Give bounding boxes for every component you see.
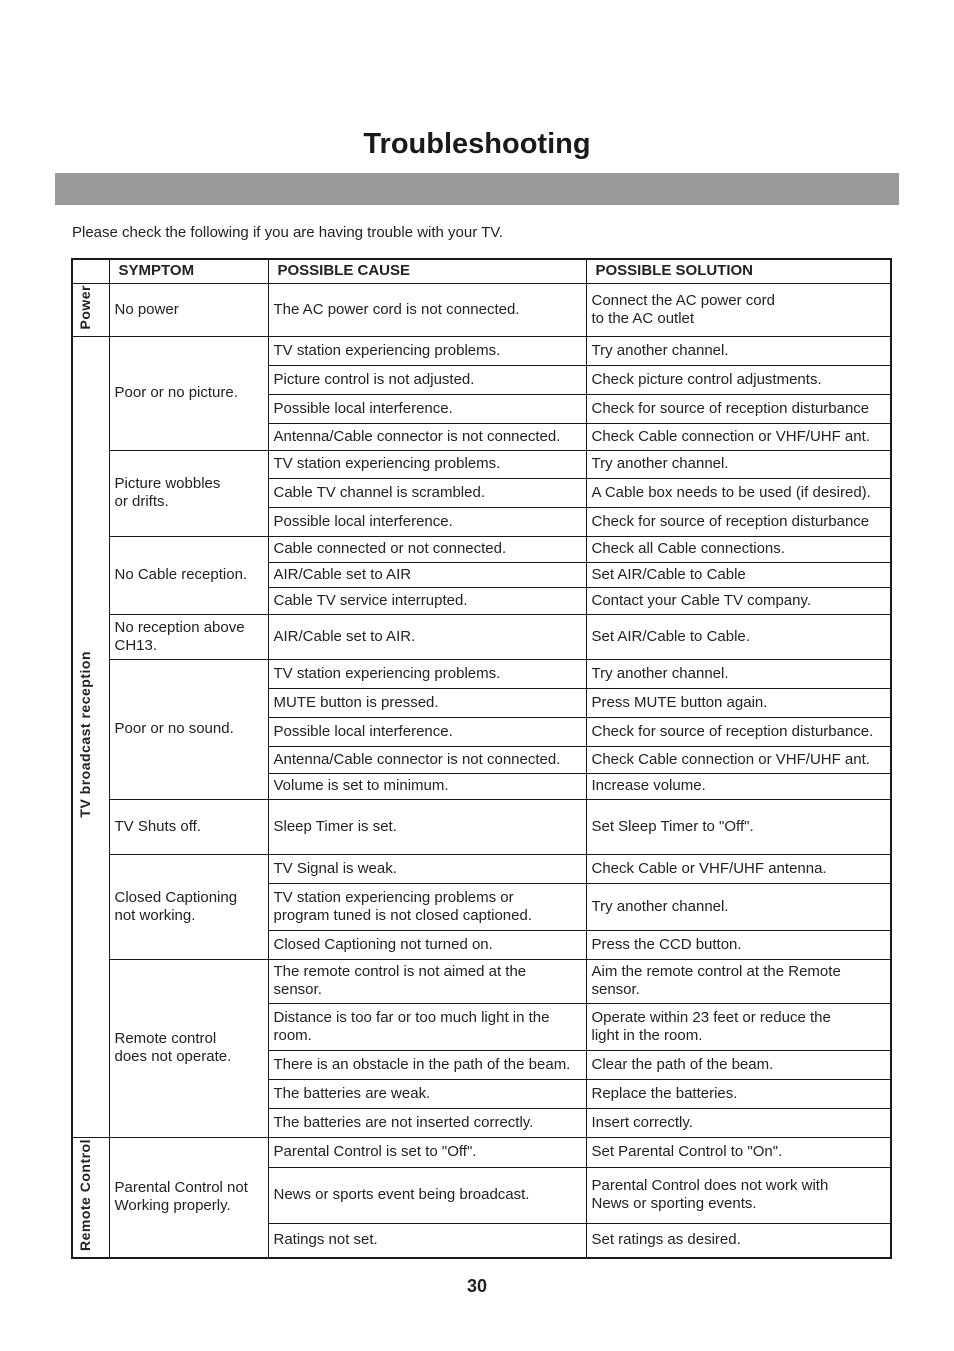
solution-cell: Check Cable or VHF/UHF antenna. xyxy=(586,854,891,883)
table-row xyxy=(72,450,891,478)
solution-cell: Parental Control does not work with News or sporting events. xyxy=(586,1167,891,1224)
category-remote-control xyxy=(72,1137,109,1258)
cause-cell: AIR/Cable set to AIR. xyxy=(268,614,586,659)
solution-cell: Set Parental Control to "On". xyxy=(586,1137,891,1167)
solution-cell: Clear the path of the beam. xyxy=(586,1050,891,1079)
solution-cell: Replace the batteries. xyxy=(586,1079,891,1108)
solution-cell: Set AIR/Cable to Cable. xyxy=(586,614,891,659)
symptom-cell: Picture wobbles or drifts. xyxy=(109,450,268,536)
solution-cell: Check picture control adjustments. xyxy=(586,365,891,394)
symptom-cell: No power xyxy=(109,283,268,336)
cause-cell: Possible local interference. xyxy=(268,394,586,423)
cause-cell: News or sports event being broadcast. xyxy=(268,1167,586,1224)
cause-cell: AIR/Cable set to AIR xyxy=(268,562,586,587)
header-solution: POSSIBLE SOLUTION xyxy=(586,259,891,283)
table-row xyxy=(72,336,891,365)
cause-cell: Cable TV channel is scrambled. xyxy=(268,478,586,507)
cause-cell: The AC power cord is not connected. xyxy=(268,283,586,336)
header-blank-cell xyxy=(72,259,109,283)
solution-cell: Set ratings as desired. xyxy=(586,1224,891,1258)
cause-cell: Picture control is not adjusted. xyxy=(268,365,586,394)
header-row xyxy=(72,259,891,283)
troubleshooting-table xyxy=(71,258,892,1259)
cause-cell: Antenna/Cable connector is not connected. xyxy=(268,746,586,773)
category-label: TV broadcast reception xyxy=(77,650,93,818)
solution-cell: Try another channel. xyxy=(586,659,891,688)
table-row xyxy=(72,614,891,659)
solution-cell: Check for source of reception disturbance xyxy=(586,507,891,536)
solution-cell: Check Cable connection or VHF/UHF ant. xyxy=(586,746,891,773)
solution-cell: Try another channel. xyxy=(586,883,891,930)
category-label: Remote Control xyxy=(77,1138,93,1251)
cause-cell: There is an obstacle in the path of the beam. xyxy=(268,1050,586,1079)
intro-text: Please check the following if you are having trouble with your TV. xyxy=(72,224,504,241)
cause-cell: Antenna/Cable connector is not connected. xyxy=(268,423,586,450)
solution-cell: Contact your Cable TV company. xyxy=(586,587,891,614)
cause-cell: The remote control is not aimed at the sensor. xyxy=(268,959,586,1003)
category-power xyxy=(72,283,109,336)
symptom-cell: No Cable reception. xyxy=(109,536,268,614)
solution-cell: Set Sleep Timer to "Off". xyxy=(586,799,891,854)
category-tv-broadcast-reception xyxy=(72,336,109,1137)
solution-cell: Press the CCD button. xyxy=(586,930,891,959)
solution-cell: A Cable box needs to be used (if desired). xyxy=(586,478,891,507)
cause-cell: TV station experiencing problems or program tuned is not closed captioned. xyxy=(268,883,586,930)
header-symptom: SYMPTOM xyxy=(109,259,268,283)
solution-cell: Try another channel. xyxy=(586,336,891,365)
solution-cell: Aim the remote control at the Remote sensor. xyxy=(586,959,891,1003)
table-row xyxy=(72,959,891,1003)
title-divider-bar xyxy=(55,173,899,205)
solution-cell: Operate within 23 feet or reduce the light in the room. xyxy=(586,1003,891,1050)
cause-cell: MUTE button is pressed. xyxy=(268,688,586,717)
table-row xyxy=(72,1137,891,1167)
solution-cell: Increase volume. xyxy=(586,773,891,799)
table-row xyxy=(72,659,891,688)
solution-cell: Check all Cable connections. xyxy=(586,536,891,562)
cause-cell: The batteries are weak. xyxy=(268,1079,586,1108)
header-cause: POSSIBLE CAUSE xyxy=(268,259,586,283)
cause-cell: Sleep Timer is set. xyxy=(268,799,586,854)
cause-cell: TV Signal is weak. xyxy=(268,854,586,883)
solution-cell: Check for source of reception disturbance xyxy=(586,394,891,423)
solution-cell: Check Cable connection or VHF/UHF ant. xyxy=(586,423,891,450)
cause-cell: Cable connected or not connected. xyxy=(268,536,586,562)
cause-cell: TV station experiencing problems. xyxy=(268,450,586,478)
symptom-cell: Parental Control not Working properly. xyxy=(109,1137,268,1258)
solution-cell: Try another channel. xyxy=(586,450,891,478)
solution-cell: Check for source of reception disturbance. xyxy=(586,717,891,746)
page-title: Troubleshooting xyxy=(363,128,591,160)
cause-cell: Volume is set to minimum. xyxy=(268,773,586,799)
solution-cell: Press MUTE button again. xyxy=(586,688,891,717)
cause-cell: Cable TV service interrupted. xyxy=(268,587,586,614)
solution-cell: Set AIR/Cable to Cable xyxy=(586,562,891,587)
symptom-cell: Remote control does not operate. xyxy=(109,959,268,1137)
cause-cell: Possible local interference. xyxy=(268,717,586,746)
cause-cell: TV station experiencing problems. xyxy=(268,659,586,688)
cause-cell: Parental Control is set to "Off". xyxy=(268,1137,586,1167)
cause-cell: Distance is too far or too much light in the room. xyxy=(268,1003,586,1050)
table-row xyxy=(72,536,891,562)
table-row xyxy=(72,283,891,336)
symptom-cell: Poor or no picture. xyxy=(109,336,268,450)
table-row xyxy=(72,799,891,854)
symptom-cell: Poor or no sound. xyxy=(109,659,268,799)
cause-cell: TV station experiencing problems. xyxy=(268,336,586,365)
cause-cell: The batteries are not inserted correctly. xyxy=(268,1108,586,1137)
category-label: Power xyxy=(77,284,93,330)
cause-cell: Ratings not set. xyxy=(268,1224,586,1258)
solution-cell: Connect the AC power cord to the AC outlet xyxy=(586,283,891,336)
cause-cell: Closed Captioning not turned on. xyxy=(268,930,586,959)
solution-cell: Insert correctly. xyxy=(586,1108,891,1137)
symptom-cell: Closed Captioning not working. xyxy=(109,854,268,959)
symptom-cell: TV Shuts off. xyxy=(109,799,268,854)
symptom-cell: No reception above CH13. xyxy=(109,614,268,659)
cause-cell: Possible local interference. xyxy=(268,507,586,536)
table-row xyxy=(72,854,891,883)
page-number: 30 xyxy=(466,1276,488,1296)
